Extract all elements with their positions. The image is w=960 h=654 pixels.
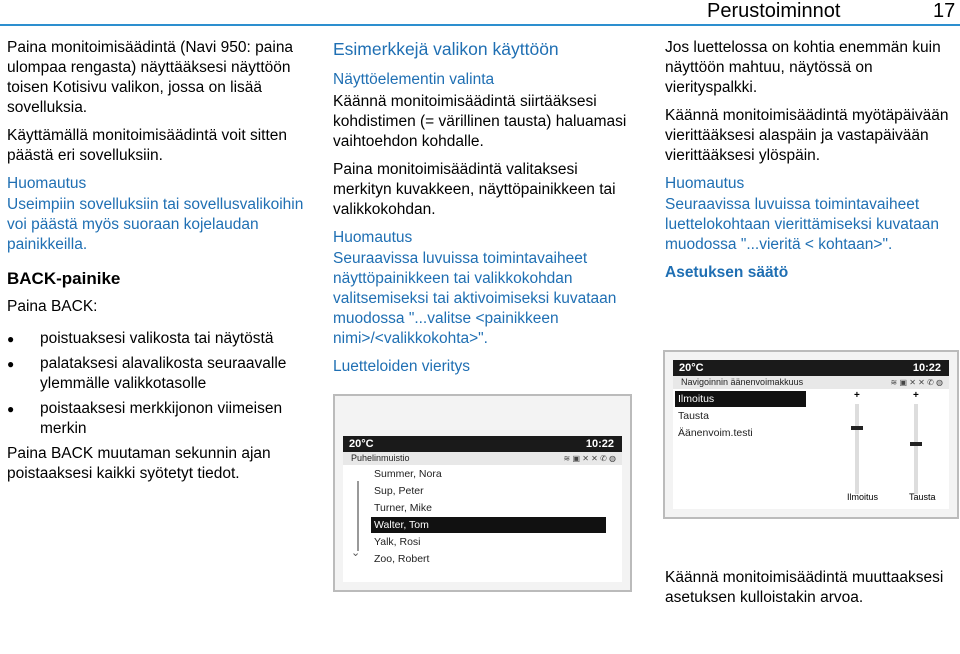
column-right xyxy=(665,38,957,285)
paragraph: Paina monitoimisäädintä (Navi 950: paina ulompaa rengasta) näyttääksesi näyttöön toisen Kotisivu valikon, jossa on lisää sovelluksia. xyxy=(7,39,294,116)
note-heading: Huomautus xyxy=(7,175,87,192)
status-icons: ≋ ▣ ✕ ✕ ✆ ◍ xyxy=(890,378,943,387)
note-body: Seuraavissa luvuissa toimintavaiheet luettelokohtaan vierittämiseksi kuvataan muodossa "...vieritä < kohtaan>". xyxy=(665,196,939,253)
list-item[interactable]: Summer, Nora xyxy=(374,468,442,480)
note-heading: Huomautus xyxy=(665,175,745,192)
screen xyxy=(343,436,622,582)
status-bar xyxy=(343,436,622,452)
clock: 10:22 xyxy=(585,438,614,450)
menu-title-text: Navigoinnin äänenvoimakkuus xyxy=(681,377,804,387)
page-header xyxy=(0,0,960,30)
list-item[interactable]: Walter, Tom xyxy=(371,517,606,533)
subheading: Näyttöelementin valinta xyxy=(333,71,495,88)
page-number: 17 xyxy=(933,0,956,22)
bullet-item xyxy=(7,329,307,349)
menu-title xyxy=(343,452,622,465)
list-item[interactable]: Sup, Peter xyxy=(374,485,424,497)
scroll-down-icon: ⌄ xyxy=(351,547,361,559)
menu-title-text: Puhelinmuistio xyxy=(351,453,410,463)
bullet-icon: ● xyxy=(7,332,15,346)
bullet-icon: ● xyxy=(7,357,15,371)
bullet-text: palataksesi alavalikosta seuraavalle ylemmälle valikkotasolle xyxy=(40,355,287,392)
note-body: Useimpiin sovelluksiin tai sovellusvalikoihin voi päästä myös suoraan kojelaudan painikkeilla. xyxy=(7,196,304,253)
paragraph: Käyttämällä monitoimisäädintä voit sitten päästä eri sovelluksiin. xyxy=(7,127,287,164)
status-icons: ≋ ▣ ✕ ✕ ✆ ◍ xyxy=(563,454,616,463)
bullet-text: poistuaksesi valikosta tai näytöstä xyxy=(40,330,274,347)
slider-knob[interactable] xyxy=(910,442,922,446)
plus-icon: + xyxy=(854,390,860,401)
list-item[interactable]: Turner, Mike xyxy=(374,502,432,514)
bullet-item xyxy=(7,354,307,394)
caption xyxy=(665,568,957,616)
list-item[interactable]: Tausta xyxy=(678,410,709,422)
paragraph: Käännä monitoimisäädintä siirtääksesi kohdistimen (= värillinen tausta) haluamasi vaihtoehdon kohdalle. xyxy=(333,93,627,150)
back-bullets xyxy=(7,329,307,439)
plus-icon: + xyxy=(913,390,919,401)
slider-track[interactable] xyxy=(914,404,918,494)
slider-track[interactable] xyxy=(855,404,859,494)
list-item[interactable]: Zoo, Robert xyxy=(374,553,430,565)
scrollbar[interactable] xyxy=(357,481,359,551)
paragraph: Jos luettelossa on kohtia enemmän kuin näyttöön mahtuu, näytössä on vierityspalkki. xyxy=(665,39,941,96)
list-item[interactable]: Yalk, Rosi xyxy=(374,536,421,548)
phonebook-screenshot xyxy=(333,394,632,592)
section-heading: Esimerkkejä valikon käyttöön xyxy=(333,39,559,59)
temperature: 20°C xyxy=(349,438,374,450)
list-item[interactable]: Äänenvoim.testi xyxy=(678,427,753,439)
back-intro: Paina BACK: xyxy=(7,298,98,315)
column-left xyxy=(7,38,307,492)
status-bar xyxy=(673,360,949,376)
subheading: Asetuksen säätö xyxy=(665,264,789,281)
back-outro: Paina BACK muutaman sekunnin ajan poistaaksesi kaikki syötetyt tiedot. xyxy=(7,445,271,482)
list-item[interactable]: Ilmoitus xyxy=(675,391,806,407)
note-body: Seuraavissa luvuissa toimintavaiheet näyttöpainikkeen tai valikkokohdan valitsemiseksi tai aktivoimiseksi kuvataan muodossa "...valitse <painikkeen nimi>/<valikkokohta>". xyxy=(333,250,617,347)
slider-label: Tausta xyxy=(909,492,936,502)
clock: 10:22 xyxy=(912,362,941,374)
paragraph: Paina monitoimisäädintä valitaksesi merkityn kuvakkeen, näyttöpainikkeen tai valikkokohdan. xyxy=(333,161,616,218)
note-heading: Huomautus xyxy=(333,229,413,246)
column-middle xyxy=(333,38,638,379)
paragraph: Käännä monitoimisäädintä muuttaaksesi asetuksen kulloistakin arvoa. xyxy=(665,569,944,606)
slider-knob[interactable] xyxy=(851,426,863,430)
menu-title xyxy=(673,376,949,389)
slider-label: Ilmoitus xyxy=(847,492,879,502)
back-heading: BACK-painike xyxy=(7,269,121,288)
bullet-icon: ● xyxy=(7,402,15,416)
temperature: 20°C xyxy=(679,362,704,374)
subheading: Luetteloiden vieritys xyxy=(333,358,470,375)
bullet-item xyxy=(7,399,307,439)
paragraph: Käännä monitoimisäädintä myötäpäivään vierittääksesi alaspäin ja vastapäivään vierittääksesi ylöspäin. xyxy=(665,107,949,164)
volume-screenshot xyxy=(663,350,959,519)
section-title: Perustoiminnot xyxy=(707,0,841,22)
screen xyxy=(673,360,949,509)
header-rule xyxy=(0,24,960,26)
bullet-text: poistaaksesi merkkijonon viimeisen merkin xyxy=(40,400,283,437)
